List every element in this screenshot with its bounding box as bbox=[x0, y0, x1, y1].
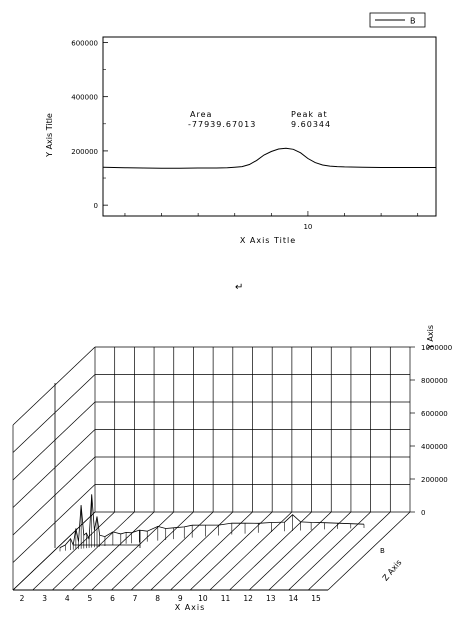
chart-2-x-tick-label: 8 bbox=[155, 594, 161, 603]
chart-2-floor-gridline bbox=[190, 512, 272, 590]
chart-2 bbox=[13, 325, 452, 612]
chart-2-x-tick-label: 4 bbox=[64, 594, 70, 603]
chart-2-x-tick-label: 12 bbox=[243, 594, 253, 603]
chart-1-y-axis-title: Y Axis Title bbox=[45, 113, 54, 157]
chart-1-y-axis bbox=[71, 39, 108, 210]
chart-1-peak-value: 9.60344 bbox=[291, 120, 332, 129]
chart-2-x-axis-title: X Axis bbox=[174, 603, 206, 612]
chart-1-x-axis-title: X Axis Title bbox=[239, 236, 297, 245]
chart-1-y-tick-label: 200000 bbox=[71, 147, 98, 156]
chart-2-x-tick-label: 2 bbox=[19, 594, 25, 603]
chart-2-y-tick-label: 200000 bbox=[421, 476, 448, 484]
chart-2-z-axis-title: Z Axis bbox=[380, 558, 404, 583]
chart-2-z-tick-label: B bbox=[380, 547, 385, 555]
chart-1-y-tick-label: 0 bbox=[93, 202, 98, 211]
chart-2-x-tick-label: 9 bbox=[177, 594, 183, 603]
chart-1-area-value: -77939.67013 bbox=[188, 120, 257, 129]
chart-2-y-tick-label: 800000 bbox=[421, 377, 448, 385]
chart-1-series-line bbox=[103, 148, 436, 168]
chart-2-x-tick-label: 7 bbox=[132, 594, 138, 603]
chart-2-x-tick-label: 10 bbox=[198, 594, 208, 603]
chart-1-legend-label: B bbox=[410, 16, 416, 26]
chart-2-y-tick-label: 1000000 bbox=[421, 344, 453, 352]
chart-1-x-axis bbox=[125, 211, 418, 231]
chart-2-x-tick-label: 3 bbox=[42, 594, 48, 603]
chart-2-x-tick-label: 6 bbox=[110, 594, 115, 603]
chart-2-floor-gridline bbox=[92, 512, 174, 590]
chart-1-frame bbox=[103, 37, 436, 216]
chart-2-x-tick-label: 5 bbox=[87, 594, 93, 603]
chart-2-x-tick-label: 14 bbox=[288, 594, 299, 603]
paragraph-return-mark: ↵ bbox=[235, 282, 244, 293]
chart-1-y-tick-label: 400000 bbox=[71, 93, 98, 102]
chart-1-y-tick-label: 600000 bbox=[71, 39, 98, 48]
chart-2-y-tick-label: 400000 bbox=[421, 443, 448, 451]
chart-2-y-tick-label: 0 bbox=[421, 509, 426, 517]
chart-2-floor-gridline bbox=[230, 512, 312, 590]
chart-2-floor-gridline bbox=[131, 512, 213, 590]
chart-2-floor-gridline bbox=[249, 512, 331, 590]
chart-2-y-axis bbox=[410, 344, 452, 517]
chart-2-grid bbox=[13, 347, 410, 590]
chart-2-y-tick-label: 600000 bbox=[421, 410, 448, 418]
chart-2-x-tick-label: 13 bbox=[265, 594, 276, 603]
chart-2-floor-gridline bbox=[33, 512, 115, 590]
chart-2-x-tick-label: 15 bbox=[311, 594, 321, 603]
chart-2-floor-gridline bbox=[171, 512, 253, 590]
chart-2-x-axis bbox=[20, 594, 321, 603]
chart-2-floor-gridline bbox=[111, 512, 193, 590]
chart-2-y-axis-title: Y Axis bbox=[426, 324, 435, 350]
chart-2-floor-gridline bbox=[269, 512, 351, 590]
chart-2-axes bbox=[55, 383, 140, 548]
chart-2-x-tick-label: 11 bbox=[220, 594, 231, 603]
chart-1-area-label: Area bbox=[190, 110, 213, 119]
chart-1 bbox=[45, 13, 436, 245]
chart-1-x-tick-label: 10 bbox=[303, 223, 313, 231]
chart-1-peak-label: Peak at bbox=[291, 110, 328, 119]
chart-2-floor-gridline bbox=[52, 512, 134, 590]
chart-2-floor-gridline bbox=[151, 512, 233, 590]
chart-1-legend bbox=[370, 13, 425, 27]
chart-2-floor-gridline bbox=[72, 512, 154, 590]
chart-2-floor-gridline bbox=[210, 512, 292, 590]
